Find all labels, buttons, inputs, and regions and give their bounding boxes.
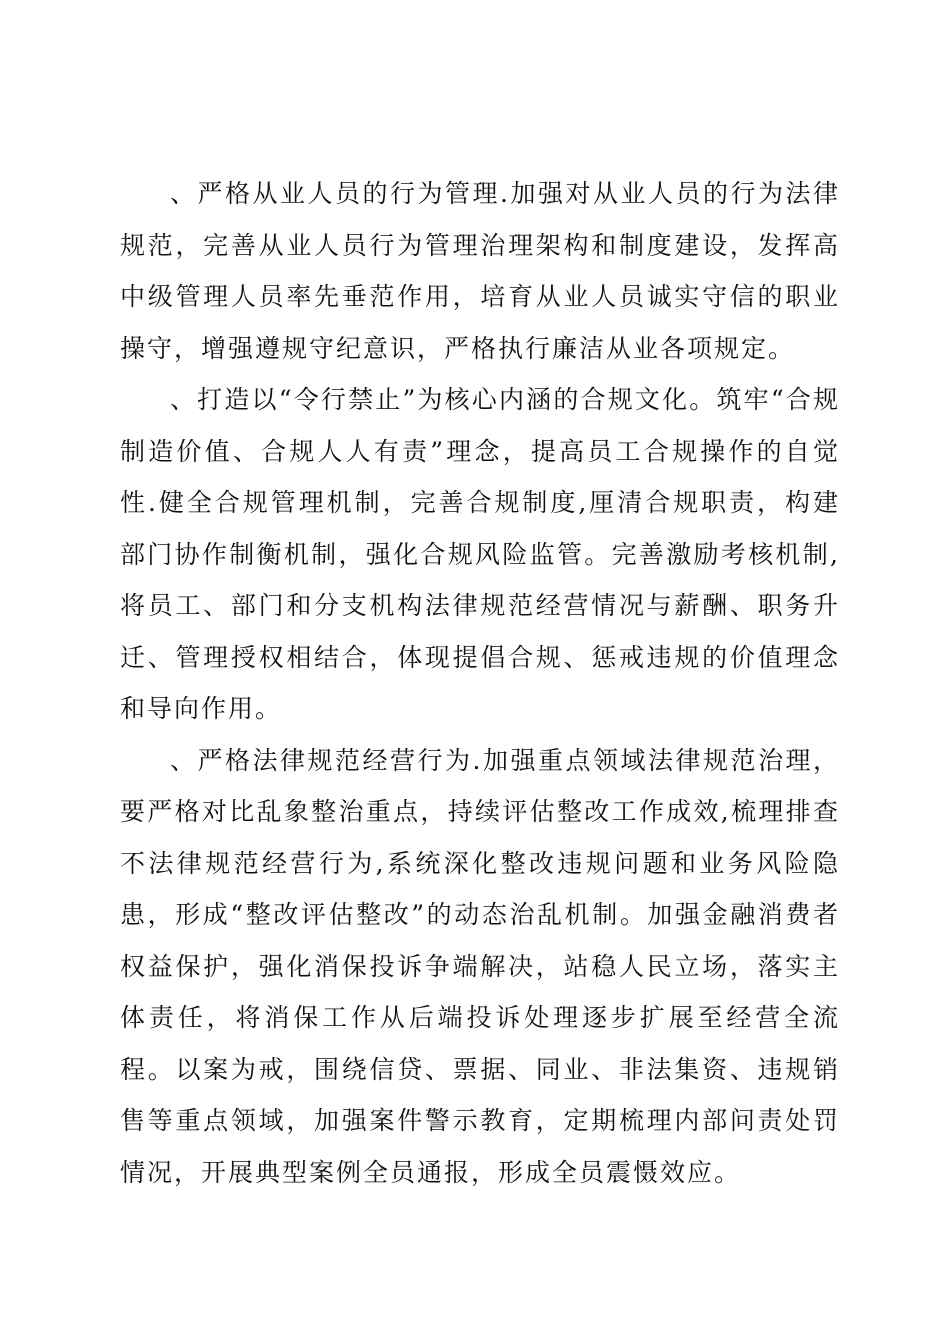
paragraph-compliance-culture: 、打造以“令行禁止”为核心内涵的合规文化。筑牢“合规制造价值、合规人人有责”理念，提高员工合规操作的自觉性.健全合规管理机制，完善合规制度,厘清合规职责，构建部门协作制衡机制，强化合规风险监管。完善激励考核机制,将员工、部门和分支机构法律规范经营情况与薪酬、职务升迁、管理授权相结合，体现提倡合规、惩戒违规的价值理念和导向作用。 [120,385,840,723]
paragraph-business-conduct: 、严格法律规范经营行为.加强重点领域法律规范治理，要严格对比乱象整治重点，持续评估整改工作成效,梳理排查不法律规范经营行为,系统深化整改违规问题和业务风险隐患，形成“整改评估整改”的动态治乱机制。加强金融消费者权益保护，强化消保投诉争端解决，站稳人民立场，落实主体责任，将消保工作从后端投诉处理逐步扩展至经营全流程。以案为戒，围绕信贷、票据、同业、非法集资、违规销售等重点领域，加强案件警示教育，定期梳理内部问责处罚情况，开展典型案例全员通报，形成全员震慑效应。 [120,745,840,1187]
document-body [120,168,840,1198]
paragraph-conduct-management: 、严格从业人员的行为管理.加强对从业人员的行为法律规范，完善从业人员行为管理治理架构和制度建设，发挥高中级管理人员率先垂范作用，培育从业人员诚实守信的职业操守，增强遵规守纪意识，严格执行廉洁从业各项规定。 [120,179,840,363]
